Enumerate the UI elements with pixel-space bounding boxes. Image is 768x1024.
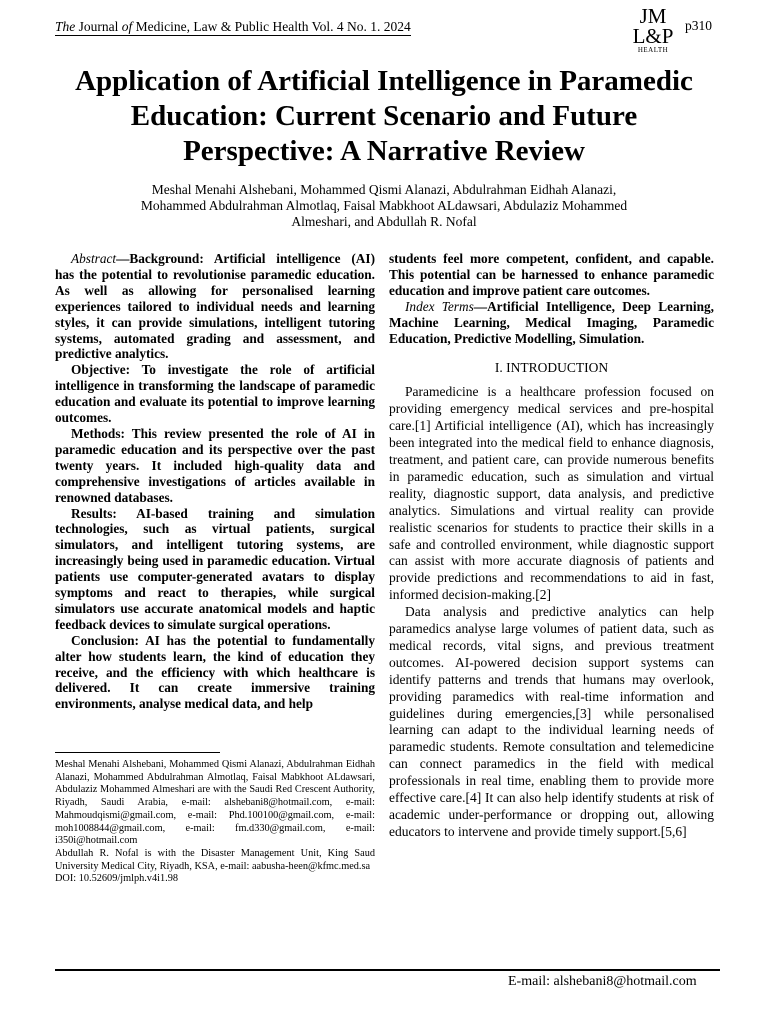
right-column (389, 251, 714, 841)
journal-the: The (55, 19, 76, 34)
abstract-objective: Objective: To investigate the role of artificial intelligence in transforming the landscape of paramedic education and evaluate its potential to improve learning outcomes. (55, 362, 375, 426)
footnote-rule (55, 752, 220, 753)
section-heading-introduction: I. INTRODUCTION (494, 360, 609, 376)
intro-paragraph-1: Paramedicine is a healthcare profession focused on providing emergency medical services and pre-hospital care.[1] Artificial intelligence (AI), which has increasingly been integrated into the medical field to enhance diagnosis, treatment, and patient care, can provide numerous benefits in paramedic education, such as simulation and virtual reality, diagnostic support, data analysis, and predictive analytics. Simulations and virtual reality can provide realistic scenarios for students to practice their skills in a safe and controlled environment, while diagnostic support can assist with more accurate diagnosis of patients and provide predictions and recommendations to aid in fast, informed decision-making.[2] (389, 384, 714, 603)
journal-header (55, 18, 411, 36)
footer-rule (55, 969, 720, 971)
journal-mid: Journal (75, 19, 122, 34)
logo-line-1: JM (639, 4, 667, 28)
page-number: p310 (685, 18, 712, 33)
index-terms-label: Index Terms (405, 298, 474, 314)
paper-title: Application of Artificial Intelligence in Paramedic Education: Current Scenario and Future Perspective: A Narrative Review (75, 65, 693, 167)
abstract-background: Abstract—Background: Artificial intelligence (AI) has the potential to revolutionise paramedic education. As well as allowing for personalised learning experiences tailored to individual needs and learning styles, it can provide simulations, intelligent tutoring systems, automated grading and assessment, and predictive analytics. (55, 251, 375, 362)
footnote-doi: DOI: 10.52609/jmlph.v4i1.98 (55, 873, 178, 885)
logo-line-3: HEALTH (637, 46, 669, 54)
left-column (55, 251, 375, 712)
logo-line-2: L&P (632, 24, 674, 48)
footer-email: E-mail: alshebani8@hotmail.com (508, 974, 697, 989)
journal-of: of (121, 19, 133, 34)
abstract-label: Abstract (71, 251, 117, 266)
footnote (55, 759, 375, 886)
footnote-affiliation-1: Meshal Menahi Alshebani, Mohammed Qismi Alanazi, Abdulrahman Eidhah Alanazi, Mohammed Abdulrahman Almotlaq, Faisal Mabkhoot ALdawsari, Abdulaziz Mohammed Almeshari are with the Saudi Red Crescent Authority, Riyadh, Saudi Arabia, e-mail: alshebani8@hotmail.com, e-mail: Mahmoudqismi@gmail.com, e-mail: Phd.100100@gmail.com, e-mail: moh1008844@gmail.com, e-mail: fm.d330@gmail.com, e-mail: i350i@hotmail.com (55, 759, 375, 847)
author-list: Meshal Menahi Alshebani, Mohammed Qismi Alanazi, Abdulrahman Eidhah Alanazi, Mohammed Abdulrahman Almotlaq, Faisal Mabkhoot ALdawsari, Abdulaziz Mohammed Almeshari, and Abdullah R. Nofal (140, 182, 628, 229)
index-terms: Index Terms—Artificial Intelligence, Deep Learning, Machine Learning, Medical Imaging, Paramedic Education, Predictive Modelling, Simulation. (389, 298, 714, 346)
abstract-methods: Methods: This review presented the role of AI in paramedic education and its perspective over the past twenty years. It included high-quality data and comprehensive investigations of articles available in renowned databases. (55, 425, 375, 505)
abstract-results: Results: AI-based training and simulation technologies, such as virtual patients, surgical simulators, and intelligent tutoring systems, are increasingly being used in paramedic education. Virtual patients use computer-generated avatars to display symptoms and react to therapies, while surgical simulators use accurate anatomical models and haptic feedback devices to simulate surgical operations. (55, 505, 375, 632)
journal-logo (628, 6, 678, 54)
journal-name: Medicine, Law & Public Health (132, 19, 312, 34)
abstract-continuation: students feel more competent, confident, and capable. This potential can be harnessed to enhance paramedic education and improve patient care outcomes. (389, 251, 714, 298)
intro-paragraph-2: Data analysis and predictive analytics can help paramedics analyse large volumes of patient data, such as medical records, vital signs, and previous treatment outcomes. AI-powered decision support systems can identify patterns and trends that humans may overlook, providing paramedics with real-time information and guidelines during emergencies,[3] while personalised learning can adapt to the individual learning needs of paramedic students. Remote consultation and telemedicine can connect paramedics in the field with medical professionals in real time, enabling them to provide more effective care.[4] It can also help identify students at risk of academic under-performance or dropping out, allowing educators to intervene and provide timely support.[5,6] (389, 604, 714, 839)
journal-volume: Vol. 4 No. 1. 2024 (311, 19, 411, 34)
footnote-affiliation-2: Abdullah R. Nofal is with the Disaster Management Unit, King Saud University Medical City, Riyadh, KSA, e-mail: aabusha-heen@kfmc.med.sa (55, 847, 375, 872)
abstract-conclusion: Conclusion: AI has the potential to fundamentally alter how students learn, the kind of education they receive, and the efficiency with which healthcare is delivered. It can create immersive training environments, analyse medical data, and help (55, 632, 375, 712)
